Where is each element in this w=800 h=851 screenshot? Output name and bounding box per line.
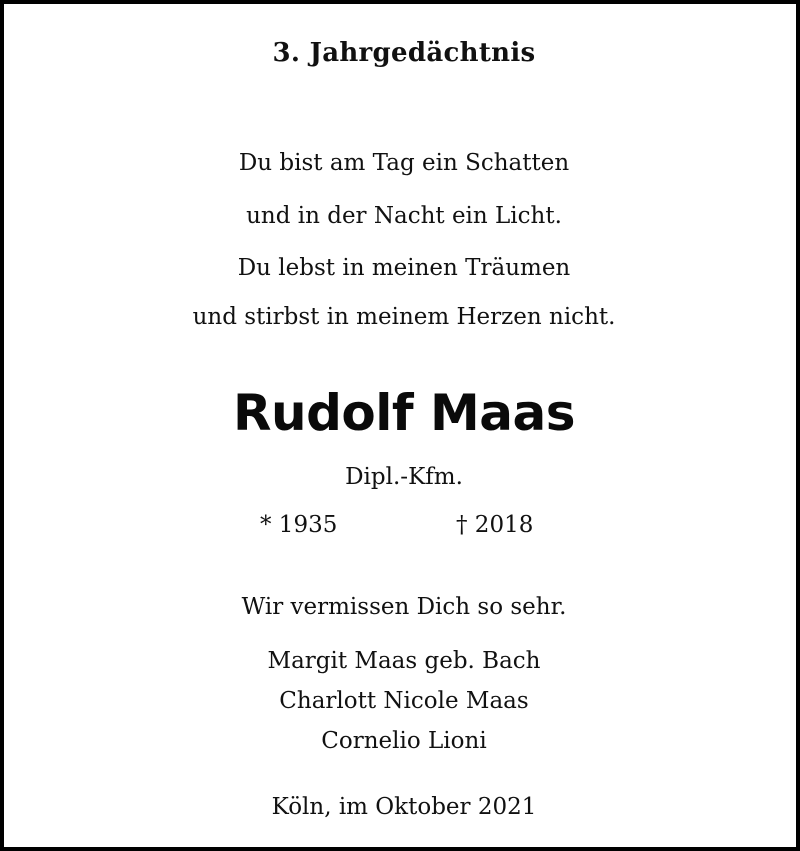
mourner-3: Cornelio Lioni [321,728,487,754]
death-year: † 2018 [456,512,534,538]
place-and-date: Köln, im Oktober 2021 [271,794,537,820]
poem-line-1: Du bist am Tag ein Schatten [238,150,570,176]
birth-year: * 1935 [260,512,338,538]
mourner-1: Margit Maas geb. Bach [267,648,541,674]
mourner-2: Charlott Nicole Maas [279,688,529,714]
poem-line-4: und stirbst in meinem Herzen nicht. [192,304,616,330]
poem-line-2: und in der Nacht ein Licht. [246,203,562,229]
notice-heading: 3. Jahrgedächtnis [272,38,536,68]
poem-line-3: Du lebst in meinen Träumen [237,255,571,281]
academic-title: Dipl.-Kfm. [345,464,463,490]
deceased-name: Rudolf Maas [232,384,576,442]
mourning-message: Wir vermissen Dich so sehr. [241,594,567,620]
